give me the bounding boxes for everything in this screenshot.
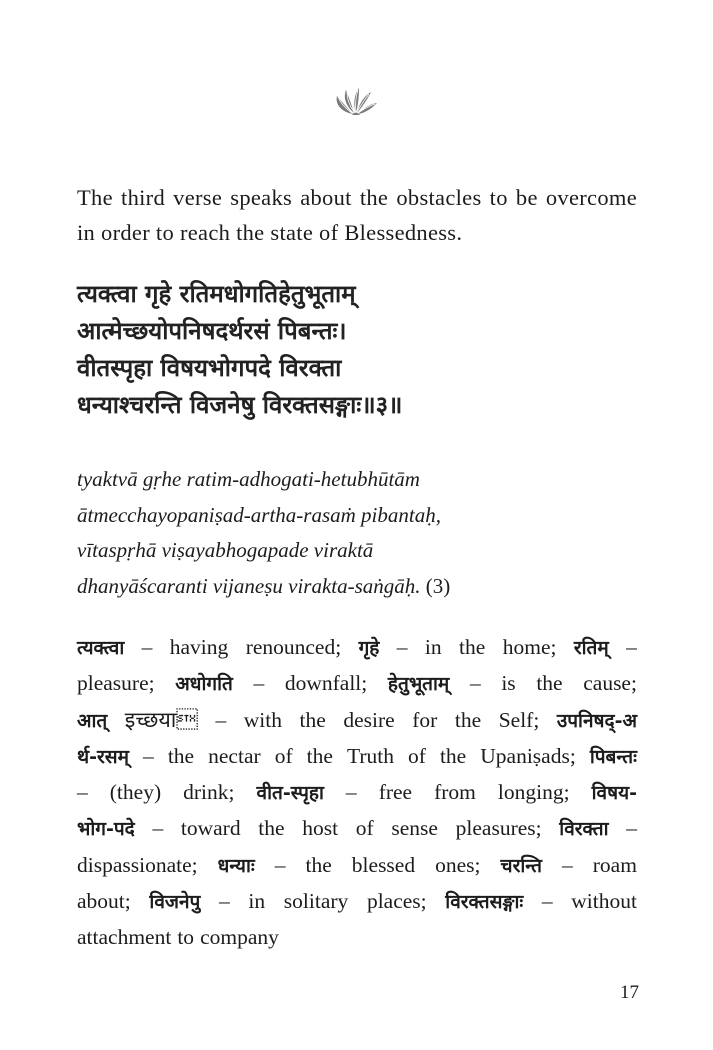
glossary-word: –: [77, 780, 88, 805]
glossary-word: –: [626, 816, 637, 841]
glossary-line: [77, 666, 637, 702]
glossary-word: Truth: [346, 743, 394, 768]
transliteration-line: [77, 569, 637, 605]
glossary-word: host: [302, 816, 339, 841]
glossary-word: places;: [366, 889, 427, 914]
page-number: 17: [620, 982, 639, 1003]
glossary-word: the: [167, 743, 195, 768]
glossary-word: (they): [109, 780, 162, 805]
glossary-word: toward: [180, 816, 241, 841]
glossary-word: the: [459, 635, 486, 659]
glossary-word: the: [439, 743, 467, 768]
glossary-word: –: [253, 671, 265, 696]
glossary-word: attachment: [77, 925, 172, 950]
glossary-word: [149, 884, 200, 920]
transliteration-text: dhanyāścaranti vijaneṣu virakta-saṅgāḥ.: [77, 573, 421, 598]
glossary-term: चरन्ति: [500, 854, 542, 877]
glossary-term: हेतुभूताम्: [387, 673, 450, 696]
glossary-term: धन्याः: [217, 854, 255, 877]
verse-number: (3): [425, 573, 451, 598]
glossary-word: –: [152, 816, 164, 841]
glossary-word: about;: [77, 889, 131, 914]
glossary-word: [501, 848, 542, 884]
glossary-word: the: [258, 816, 285, 841]
glossary-term: विरक्तसङ्गाः: [445, 891, 524, 914]
glossary-term: विषय-: [591, 782, 637, 805]
glossary-word: [574, 630, 609, 666]
glossary-word: –: [469, 671, 481, 696]
glossary-word: desire: [343, 707, 395, 732]
glossary-word: [559, 811, 608, 847]
glossary-term: आत्: [77, 709, 108, 732]
glossary-word: –: [215, 707, 227, 732]
glossary-term: गृहे: [358, 637, 380, 659]
glossary-line: [77, 703, 637, 739]
glossary-word: with: [243, 707, 282, 732]
glossary-word: [388, 666, 449, 702]
glossary-line: [77, 739, 637, 775]
glossary-word: roam: [592, 852, 637, 877]
glossary-word: company: [200, 925, 279, 950]
glossary-word: of: [408, 743, 426, 768]
glossary-word: blessed: [351, 852, 416, 877]
glossary-word: pleasure;: [77, 671, 155, 696]
glossary-word: home;: [502, 635, 557, 659]
glossary-word: –: [561, 852, 573, 877]
glossary-word: downfall;: [284, 671, 368, 696]
verse-line: धन्याश्चरन्ति विजनेषु विरक्तसङ्गाः॥३॥: [77, 391, 403, 419]
glossary-word: in: [424, 635, 442, 659]
glossary-word: इच्छया: [124, 707, 198, 732]
glossary-word: [77, 703, 107, 739]
glossary-word: –: [345, 780, 357, 805]
glossary-word: longing;: [497, 780, 570, 805]
glossary-line: [77, 775, 637, 811]
feather-fan-icon: [333, 86, 379, 116]
glossary-word: the: [306, 743, 333, 768]
glossary-line: [77, 920, 637, 955]
glossary-word: without: [571, 889, 637, 914]
glossary-word: pleasures;: [455, 816, 542, 841]
glossary-word: is: [501, 671, 516, 696]
glossary-word: ones;: [435, 852, 481, 877]
glossary-term: विजनेपु: [149, 891, 201, 914]
glossary-term: त्यक्त्वा: [77, 637, 125, 659]
transliteration-line: ātmecchayopaniṣad-artha-rasaṁ pibantaḥ,: [77, 502, 441, 527]
glossary-word: nectar: [208, 743, 261, 768]
glossary-term: विरक्ता: [559, 818, 609, 841]
glossary-word: –: [541, 889, 553, 914]
glossary-term: पिबन्तः: [589, 745, 637, 768]
glossary-term: उपनिषद्-अ: [556, 709, 637, 732]
glossary-line: [77, 884, 637, 920]
glossary-word: [77, 739, 129, 775]
glossary-word: [590, 739, 637, 775]
glossary-word: [77, 811, 135, 847]
glossary-word: [445, 884, 523, 920]
glossary-word: [557, 703, 637, 739]
glossary-word: for: [412, 707, 438, 732]
glossary-word: dispassionate;: [77, 852, 198, 877]
glossary-word: [175, 666, 233, 702]
glossary-word: sense: [391, 816, 438, 841]
glossary-word: to: [177, 925, 195, 950]
glossary-line: [77, 630, 637, 666]
glossary-line: [77, 811, 637, 847]
glossary: [77, 630, 637, 956]
glossary-word: cause;: [583, 671, 637, 696]
glossary-word: the: [536, 671, 563, 696]
glossary-word: solitary: [283, 889, 349, 914]
glossary-term: वीत-स्पृहा: [256, 782, 324, 805]
glossary-word: in: [248, 889, 266, 914]
glossary-word: of: [355, 816, 374, 841]
glossary-word: free: [378, 780, 413, 805]
verse-line: वीतस्पृहा विषयभोगपदे विरक्ता: [77, 354, 342, 382]
glossary-word: –: [141, 635, 153, 659]
glossary-word: Self;: [498, 707, 540, 732]
glossary-word: [359, 630, 380, 666]
glossary-word: the: [454, 707, 482, 732]
glossary-word: the: [299, 707, 326, 732]
glossary-term: र्थ-रसम्: [77, 745, 130, 768]
glossary-word: –: [143, 743, 154, 768]
intro-paragraph: The third verse speaks about the obstacles to be overcome in order to reach the state of Blessedness.: [77, 185, 637, 245]
glossary-term: रतिम्: [573, 637, 609, 659]
sanskrit-verse: [77, 276, 657, 424]
glossary-line: [77, 848, 637, 884]
glossary-word: –: [626, 635, 637, 659]
glossary-word: [77, 630, 124, 666]
glossary-word: the: [305, 852, 332, 877]
glossary-term: अधोगति: [175, 673, 233, 696]
glossary-word: [592, 775, 637, 811]
glossary-word: of: [274, 743, 293, 768]
verse-line: त्यक्त्वा गृहे रतिमधोगतिहेतुभूताम्: [77, 280, 356, 308]
transliteration-line: vītaspṛhā viṣayabhogapade viraktā: [77, 538, 374, 562]
glossary-word: –: [218, 889, 230, 914]
glossary-word: –: [274, 852, 286, 877]
glossary-word: having: [169, 635, 229, 659]
glossary-word: –: [396, 635, 408, 659]
transliteration: [77, 462, 637, 604]
glossary-word: drink;: [183, 780, 235, 805]
glossary-word: renounced;: [245, 635, 342, 659]
glossary-term: भोग-पदे: [77, 818, 135, 841]
glossary-word: [218, 848, 255, 884]
transliteration-line: tyaktvā gṛhe ratim-adhogati-hetubhūtām: [77, 467, 420, 491]
glossary-word: [257, 775, 324, 811]
verse-line: आत्मेच्छयोपनिषदर्थरसं पिबन्तः।: [77, 317, 347, 345]
glossary-word: from: [434, 780, 476, 805]
glossary-word: Upaniṣads;: [480, 743, 576, 768]
